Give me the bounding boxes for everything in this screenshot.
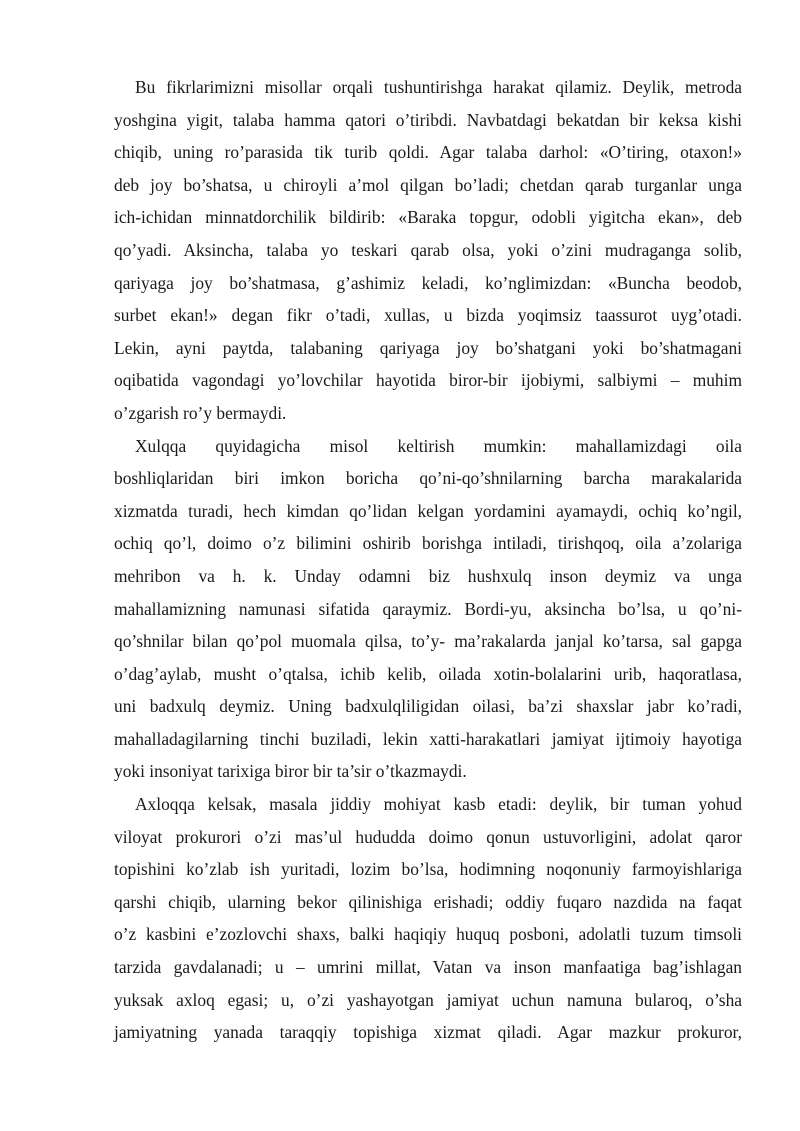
paragraph: [114, 430, 742, 789]
text-line: o’dag’aylab, musht o’qtalsa, ichib kelib, oilada xotin-bolalarini urib, haqoratlasa,: [114, 663, 742, 684]
text-line: mahalladagilarning tinchi buziladi, lekin xatti-harakatlari jamiyat ijtimoiy hayotiga: [114, 728, 742, 749]
text-line: mahallamizning namunasi sifatida qaraymiz. Bordi-yu, aksincha bo’lsa, u qo’ni-: [114, 598, 742, 619]
text-line: mehribon va h. k. Unday odamni biz hushxulq inson deymiz va unga: [114, 565, 742, 586]
text-line: viloyat prokurori o’zi mas’ul hududda doimo qonun ustuvorligini, adolat qaror: [114, 826, 742, 847]
text-line: xizmatda turadi, hech kimdan qo’lidan kelgan yordamini ayamaydi, ochiq ko’ngil,: [114, 500, 742, 521]
text-line: qo’yadi. Aksincha, talaba yo teskari qarab olsa, yoki o’zini mudraganga solib,: [114, 239, 742, 260]
text-line: deb joy bo’shatsa, u chiroyli a’mol qilgan bo’ladi; chetdan qarab turganlar unga: [114, 174, 742, 195]
text-line: chiqib, uning ro’parasida tik turib qoldi. Agar talaba darhol: «O’tiring, otaxon!»: [114, 142, 742, 163]
text-line: jamiyatning yanada taraqqiy topishiga xizmat qiladi. Agar mazkur prokuror,: [114, 1022, 742, 1043]
text-line: Lekin, ayni paytda, talabaning qariyaga joy bo’shatgani yoki bo’shatmagani: [114, 337, 742, 358]
text-line: ich-ichidan minnatdorchilik bildirib: «Baraka topgur, odobli yigitcha ekan», deb: [114, 207, 742, 228]
paragraph: [114, 71, 742, 430]
document-body: [114, 71, 742, 1049]
text-line: o’z kasbini e’zozlovchi shaxs, balki haqiqiy huquq posboni, adolatli tuzum timsoli: [114, 924, 742, 945]
text-line: uni badxulq deymiz. Uning badxulqliligidan oilasi, ba’zi shaxslar jabr ko’radi,: [114, 696, 742, 717]
text-line: yuksak axloq egasi; u, o’zi yashayotgan jamiyat uchun namuna bularoq, o’sha: [114, 989, 742, 1010]
text-line: Bu fikrlarimizni misollar orqali tushuntirishga harakat qilamiz. Deylik, metroda: [135, 77, 742, 97]
text-line: tarzida gavdalanadi; u – umrini millat, Vatan va inson manfaatiga bag’ishlagan: [114, 957, 742, 978]
text-line: Xulqqa quyidagicha misol keltirish mumkin: mahallamizdagi oila: [135, 435, 742, 456]
text-line: boshliqlaridan biri imkon boricha qo’ni-qo’shnilarning barcha marakalarida: [114, 468, 742, 489]
text-line: Axloqqa kelsak, masala jiddiy mohiyat kasb etadi: deylik, bir tuman yohud: [135, 794, 742, 815]
text-line: oqibatida vagondagi yo’lovchilar hayotida biror-bir ijobiymi, salbiymi – muhim: [114, 370, 742, 391]
text-line: ochiq qo’l, doimo o’z bilimini oshirib borishga intiladi, tirishqoq, oila a’zolariga: [114, 533, 742, 554]
text-line: yoshgina yigit, talaba hamma qatori o’tiribdi. Navbatdagi bekatdan bir keksa kishi: [114, 109, 742, 130]
paragraph: [114, 788, 742, 1049]
text-line: qariyaga joy bo’shatmasa, g’ashimiz keladi, ko’nglimizdan: «Buncha beodob,: [114, 272, 742, 293]
text-line: yoki insoniyat tarixiga biror bir ta’sir o’tkazmaydi.: [114, 761, 467, 782]
text-line: o’zgarish ro’y bermaydi.: [114, 402, 287, 423]
text-line: qarshi chiqib, ularning bekor qilinishiga erishadi; oddiy fuqaro nazdida na faqat: [114, 891, 742, 912]
text-line: topishini ko’zlab ish yuritadi, lozim bo’lsa, hodimning noqonuniy farmoyishlariga: [114, 859, 742, 880]
text-line: qo’shnilar bilan qo’pol muomala qilsa, to’y- ma’rakalarda janjal ko’tarsa, sal gapga: [114, 631, 742, 652]
text-line: surbet ekan!» degan fikr o’tadi, xullas, u bizda yoqimsiz taassurot uyg’otadi.: [114, 305, 742, 326]
